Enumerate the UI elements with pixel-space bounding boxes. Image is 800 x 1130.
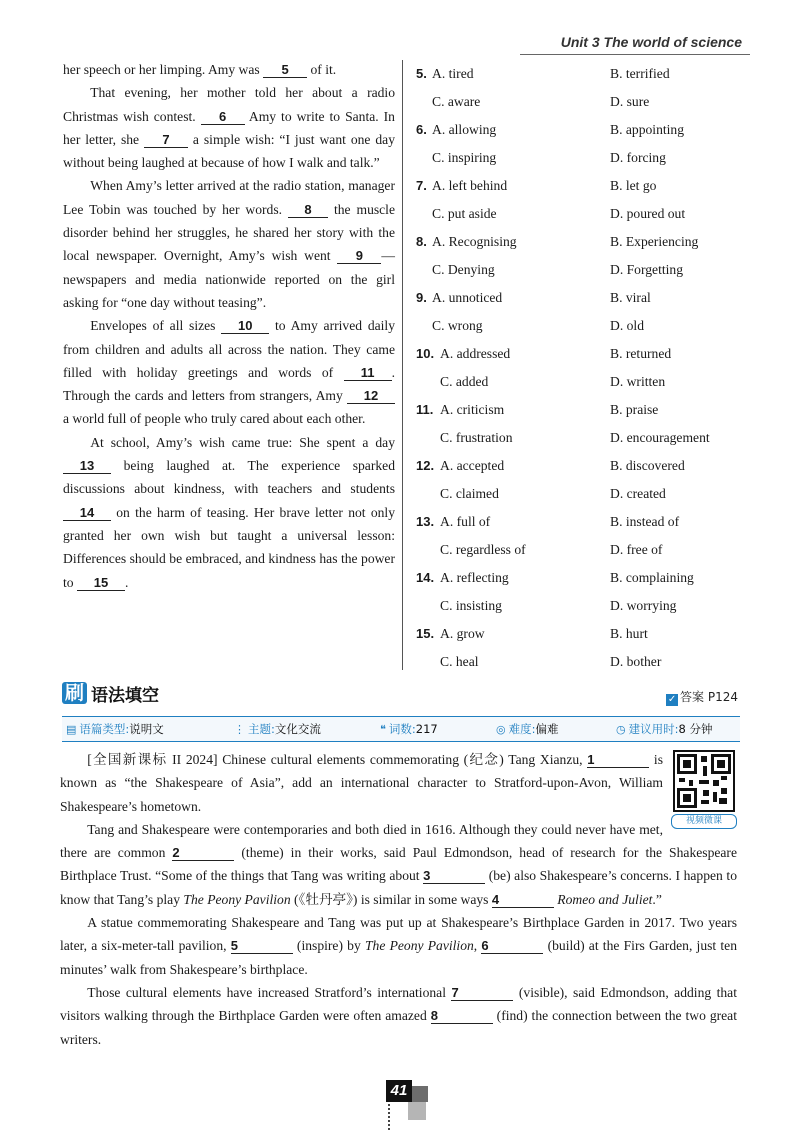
text: When Amy’s letter arrived at the radio station, manager Lee Tobin was touched by her words. [63, 178, 395, 217]
cloze-paragraph-2 [63, 81, 395, 174]
unit-title: Unit 3 The world of science [560, 34, 742, 50]
info-words [380, 717, 438, 742]
option-d: D. bother [610, 654, 662, 669]
text: (theme) in their works, said Paul Edmondson, head of research for the Shakespeare Birthplace Trust. “Some of the things that Tang was writing about [60, 845, 737, 884]
difficulty-icon: ◎ [496, 723, 506, 736]
blank-9: 9 [337, 249, 381, 264]
option-c: C. wrong [432, 318, 483, 333]
question-10 [416, 340, 746, 396]
option-a: A. tired [432, 66, 474, 81]
text: At school, Amy’s wish came true: She spent a day [90, 434, 395, 450]
column-divider [402, 60, 403, 670]
question-number: 9. [416, 290, 427, 305]
option-d: D. created [610, 486, 666, 501]
question-14 [416, 564, 746, 620]
text: is known as “the Shakespeare of Asia”, add an international character to Stratford-upon-Avon, William Shakespeare’s hometown. [60, 752, 663, 814]
text: (《牡丹亭》) is similar in some ways [290, 891, 492, 907]
count-icon: ❝ [380, 723, 386, 736]
gap-5: 5 [231, 939, 293, 954]
blank-8: 8 [288, 203, 328, 218]
question-9 [416, 284, 746, 340]
text: A statue commemorating Shakespeare and Tang was put up at Shakespeare’s Birthplace Garden in 2017. Two years later, a six-meter-tall pavilion, [60, 915, 737, 954]
question-8 [416, 228, 746, 284]
option-c: C. frustration [440, 430, 513, 445]
grammar-paragraph-2 [60, 818, 737, 911]
info-label: 语篇类型: [79, 722, 130, 736]
text: a world full of people who truly cared about each other. [63, 411, 366, 427]
header-rule [520, 54, 750, 55]
option-b: B. let go [610, 178, 657, 193]
check-icon: ✓ [667, 694, 677, 705]
option-c: C. added [440, 374, 489, 389]
blank-5: 5 [263, 63, 307, 78]
cloze-paragraph-3 [63, 174, 395, 314]
cloze-paragraph-4 [63, 314, 395, 430]
page-deco-dots [388, 1104, 390, 1130]
gap-2: 2 [172, 846, 234, 861]
text: the muscle disorder behind her struggles, he shared her story with the local newspaper. Overnight, Amy’s wish went [63, 201, 395, 264]
option-b: B. terrified [610, 66, 670, 81]
info-value: 文化交流 [274, 722, 321, 736]
qr-code-block[interactable] [671, 748, 737, 829]
gap-1: 1 [587, 753, 649, 768]
cloze-paragraph-5 [63, 431, 395, 594]
text: Those cultural elements have increased Stratford’s international [87, 984, 452, 1000]
text: (inspire) by [292, 938, 365, 954]
question-12 [416, 452, 746, 508]
option-a: A. full of [440, 514, 491, 529]
question-number: 8. [416, 234, 427, 249]
page-deco-square [408, 1102, 426, 1120]
option-a: A. reflecting [440, 570, 509, 585]
text: . Through the cards and letters from strangers, Amy [63, 364, 395, 404]
option-d: D. Forgetting [610, 262, 684, 277]
video-lesson-label[interactable]: 视频微课 [671, 814, 737, 829]
gap-4: 4 [492, 893, 554, 908]
option-d: D. encouragement [610, 430, 710, 445]
question-7 [416, 172, 746, 228]
option-b: B. complaining [610, 570, 694, 585]
text: (be) also Shakespeare’s concerns. I happen to know that Tang’s play [60, 868, 737, 907]
question-number: 12. [416, 458, 435, 473]
option-a: A. unnoticed [432, 290, 503, 305]
text: Amy to write to Santa. In her letter, she [63, 108, 395, 147]
page-deco-square [412, 1086, 428, 1102]
option-d: D. poured out [610, 206, 686, 221]
question-number: 10. [416, 346, 435, 361]
text: on the harm of teasing. Her brave letter not only granted her own wish but taught a universal lesson: Differences should be embraced, and kindness has the power to [63, 504, 395, 590]
answer-reference [666, 688, 738, 706]
info-value: 8 分钟 [678, 722, 713, 736]
question-11 [416, 396, 746, 452]
text: Tang and Shakespeare were contemporaries and both died in 1616. Although they could never have met, there are common [60, 821, 663, 861]
text: . [124, 574, 129, 590]
option-c: C. insisting [440, 598, 502, 613]
text: to Amy arrived daily from children and adults all across the nation. They came filled with holiday greetings and words of [63, 318, 395, 380]
option-b: B. Experiencing [610, 234, 699, 249]
question-number: 11. [416, 402, 434, 417]
info-label: 建议用时: [628, 722, 679, 736]
info-bar [62, 716, 740, 742]
option-a: A. accepted [440, 458, 505, 473]
book-icon: ▤ [66, 723, 77, 736]
text: .” [652, 891, 662, 907]
question-15 [416, 620, 746, 676]
option-b: B. discovered [610, 458, 685, 473]
blank-7: 7 [144, 133, 188, 148]
option-c: C. regardless of [440, 542, 526, 557]
gap-7: 7 [451, 986, 513, 1001]
topic-icon: ⋮ [234, 723, 245, 736]
section-heading [62, 680, 159, 706]
blank-12: 12 [347, 389, 395, 404]
question-number: 13. [416, 514, 435, 529]
qr-code-icon[interactable] [673, 750, 735, 812]
text: —newspapers and media nationwide reported on the girl asking for “one day without teasing”. [63, 248, 395, 310]
info-time [616, 717, 712, 742]
text: Envelopes of all sizes [90, 318, 222, 334]
option-d: D. free of [610, 542, 663, 557]
question-6 [416, 116, 746, 172]
info-label: 词数: [388, 722, 416, 736]
option-a: A. criticism [440, 402, 505, 417]
text: (find) the connection between the two great writers. [60, 1008, 737, 1047]
blank-14: 14 [63, 506, 111, 521]
text: , [473, 938, 482, 954]
option-a: A. allowing [432, 122, 497, 137]
blank-6: 6 [201, 110, 245, 125]
option-d: D. old [610, 318, 644, 333]
question-number: 15. [416, 626, 435, 641]
option-b: B. praise [610, 402, 659, 417]
answer-page: 答案 P124 [680, 690, 738, 704]
play-title: Romeo and Juliet [557, 891, 653, 907]
option-c: C. claimed [440, 486, 499, 501]
text: [全国新课标 II 2024] Chinese cultural elements commemorating (纪念) Tang Xianzu, [87, 752, 588, 767]
option-c: C. heal [440, 654, 479, 669]
gap-6: 6 [481, 939, 543, 954]
blank-15: 15 [77, 576, 125, 591]
blank-10: 10 [221, 319, 269, 334]
info-value: 说明文 [129, 722, 164, 736]
text: a simple wish: “I just want one day without being laughed at because of how I walk and talk.” [63, 131, 395, 171]
gap-8: 8 [431, 1009, 493, 1024]
text: of it. [307, 62, 337, 77]
grammar-paragraph-1 [60, 748, 737, 826]
option-a: A. left behind [432, 178, 508, 193]
text: (visible), said Edmondson, adding that visitors walking through the Birthplace Garden were often amazed [60, 984, 737, 1024]
play-title: The Peony Pavilion [183, 891, 291, 907]
option-c: C. aware [432, 94, 481, 109]
clock-icon: ◷ [616, 723, 626, 736]
option-b: B. appointing [610, 122, 685, 137]
play-title: The Peony Pavilion [364, 938, 474, 954]
question-number: 14. [416, 570, 435, 585]
question-13 [416, 508, 746, 564]
option-b: B. instead of [610, 514, 680, 529]
cloze-passage [63, 58, 395, 594]
option-c: C. Denying [432, 262, 495, 277]
page-number: 41 [386, 1080, 412, 1102]
question-number: 5. [416, 66, 427, 81]
info-label: 难度: [508, 722, 536, 736]
info-type [66, 717, 164, 742]
text: That evening, her mother told her about a radio Christmas wish contest. [63, 85, 395, 124]
cloze-paragraph-1 [63, 58, 395, 81]
info-value: 217 [415, 722, 438, 736]
option-c: C. put aside [432, 206, 497, 221]
option-d: D. worrying [610, 598, 677, 613]
question-number: 7. [416, 178, 427, 193]
grammar-paragraph-4 [60, 981, 737, 1051]
text: (build) at the Firs Garden, just ten minutes’ walk from Shakespeare’s birthplace. [60, 938, 738, 977]
question-number: 6. [416, 122, 427, 137]
option-a: A. grow [440, 626, 485, 641]
option-d: D. sure [610, 94, 650, 109]
info-label: 主题: [248, 722, 275, 736]
section-title: 语法填空 [91, 685, 160, 706]
option-d: D. written [610, 374, 666, 389]
info-difficulty [496, 717, 558, 742]
blank-13: 13 [63, 459, 111, 474]
grammar-passage [60, 748, 737, 1051]
option-b: B. hurt [610, 626, 648, 641]
text: her speech or her limping. Amy was [63, 62, 264, 77]
text: being laughed at. The experience sparked discussions about kindness, with teachers and students [63, 458, 395, 497]
gap-3: 3 [423, 869, 485, 884]
info-topic [234, 717, 321, 742]
option-c: C. inspiring [432, 150, 497, 165]
blank-11: 11 [344, 366, 392, 381]
question-5 [416, 60, 746, 116]
option-a: A. addressed [440, 346, 511, 361]
option-a: A. Recognising [432, 234, 517, 249]
info-value: 偏难 [535, 722, 559, 736]
option-b: B. returned [610, 346, 672, 361]
option-d: D. forcing [610, 150, 666, 165]
brush-icon: 刷 [62, 682, 87, 704]
option-b: B. viral [610, 290, 651, 305]
grammar-paragraph-3 [60, 911, 737, 981]
options-list [416, 60, 746, 676]
